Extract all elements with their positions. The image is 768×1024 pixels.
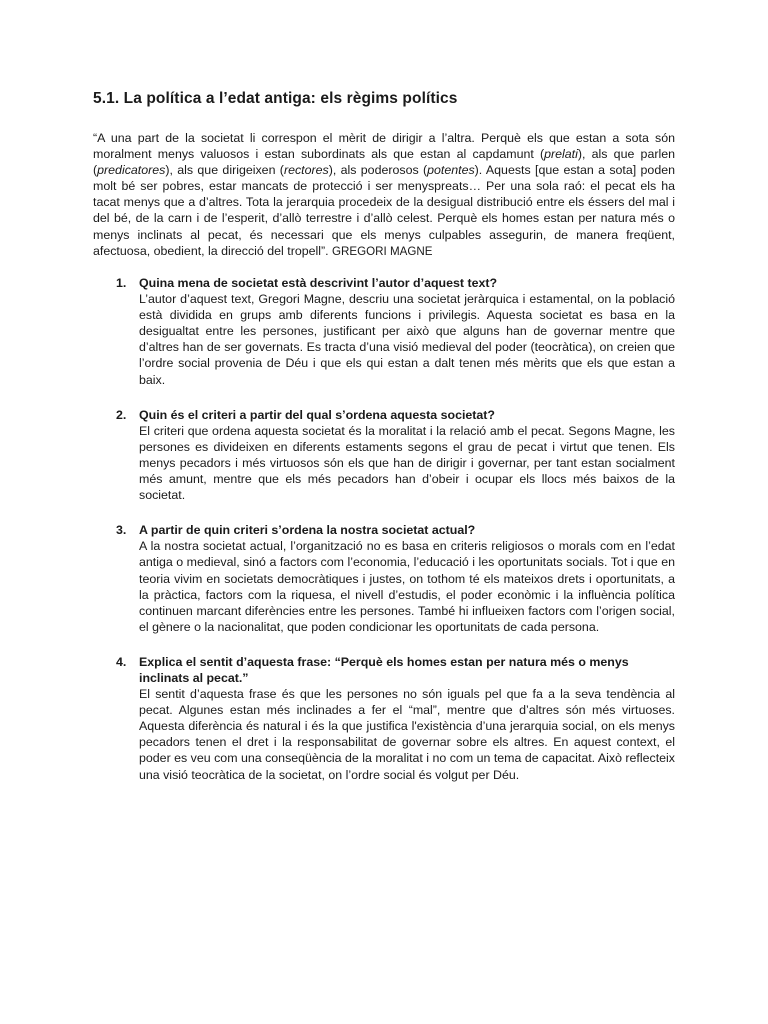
question-text: Quin és el criteri a partir del qual s’ordena aquesta societat? bbox=[139, 407, 496, 422]
question-number: 3. bbox=[116, 523, 127, 538]
quote-author: GREGORI MAGNE bbox=[332, 244, 433, 258]
answer-text: El criteri que ordena aquesta societat és la moralitat i la relació amb el pecat. Segons Magne, les persones es divideixen en diferents estaments segons el grau de pecat i virtut que tenen. Els menys pecadors i més virtuosos són els que han de dirigir i governar, per tant estan socialment més amunt, mentre que els més pecadors han d’obeir i ocupar els llocs més baixos de la societat. bbox=[139, 423, 675, 503]
quote-latin-term: prelati bbox=[544, 147, 578, 162]
question-number: 4. bbox=[116, 654, 127, 669]
question-text: Explica el sentit d’aquesta frase: “Perquè els homes estan per natura més o menys inclinats al pecat.” bbox=[139, 654, 629, 685]
question-text: Quina mena de societat està descrivint l’autor d’aquest text? bbox=[139, 276, 498, 290]
question-number: 2. bbox=[116, 407, 127, 422]
answer-text: A la nostra societat actual, l’organització no es basa en criteris religiosos o morals com en l’edat antiga o medieval, sinó a factors com l’economia, l’educació i les oportunitats socials. Tot i que en teoria vivim en societats democràtiques i justes, on tothom té els mateixos drets i oportunitats, a la pràctica, factors com la riquesa, el nivell d’estudis, el poder econòmic i la influència política continuen marcant diferències entre les persones. També hi influeixen factors com l’origen social, el gènere o la nacionalitat, que poden condicionar les oportunitats de cada persona. bbox=[139, 539, 675, 634]
quote-text: ), als poderosos ( bbox=[328, 163, 428, 178]
answer-text: L’autor d’aquest text, Gregori Magne, descriu una societat jeràrquica i estamental, on la població està dividida en grups amb diferents funcions i privilegis. Aquesta societat es basa en la desigualtat entre les persones, justificant per això que alguns han de governar mentre que d’altres han de ser governats. Es tracta d’una visió medieval del poder (teocràtica), on creien que l’ordre social provenia de Déu i que els qui estan a dalt tenen més mèrits que els que estan a baix. bbox=[139, 292, 675, 387]
question-text: A partir de quin criteri s’ordena la nostra societat actual? bbox=[139, 523, 476, 538]
answer-text: El sentit d’aquesta frase és que les persones no són iguals pel que fa a la seva tendència al pecat. Algunes estan més inclinades a fer el “mal”, mentre que d’altres són més virtuoses. Aquesta diferència és natural i és la que justifica l'existència d’una jerarquia social, on els menys pecadors tenen el dret i la responsabilitat de governar sobre els altres. En aquest context, el poder es veu com una conseqüència de la moralitat i no com un tema de capacitat. Això reflecteix una visió teocràtica de la societat, on l’ordre social és volgut per Déu. bbox=[139, 687, 675, 782]
quote-latin-term: predicatores bbox=[97, 163, 166, 178]
quote-latin-term: potentes bbox=[427, 163, 475, 178]
question-item bbox=[116, 407, 675, 504]
question-list bbox=[116, 275, 675, 802]
quote-text: ), als que dirigeixen ( bbox=[165, 163, 284, 178]
question-number: 1. bbox=[116, 276, 127, 290]
quote-text: ). Aquests [que estan a sota] poden molt bé ser pobres, estar mancats de protecció i ser menyspreats… Per una sola raó: el pecat els ha tacat menys que a d’altres. Tota la jerarquia procedeix de la desigual distribució entre els éssers del mal i del bé, de la carn i de l’esperit, d’allò terrestre i d’allò celest. Perquè els homes estan per natura més o menys inclinats al pecat, és necessari que els menys culpables assegurin, de manera freqüent, afectuosa, obedient, la direcció del tropell”. bbox=[93, 163, 675, 258]
quote-text: “A una part de la societat li correspon el mèrit de dirigir a l’altra. Perquè els que estan a sota són moralment menys valuosos i estan subordinats als que estan al capdamunt ( bbox=[93, 131, 675, 162]
page-title: 5.1. La política a l’edat antiga: els règims polítics bbox=[93, 90, 458, 107]
question-item bbox=[116, 522, 675, 635]
question-item bbox=[116, 275, 675, 388]
quote-text: ), als que parlen ( bbox=[93, 147, 675, 178]
question-item bbox=[116, 654, 675, 783]
quote-latin-term: rectores bbox=[283, 163, 329, 178]
source-quote bbox=[93, 130, 675, 260]
